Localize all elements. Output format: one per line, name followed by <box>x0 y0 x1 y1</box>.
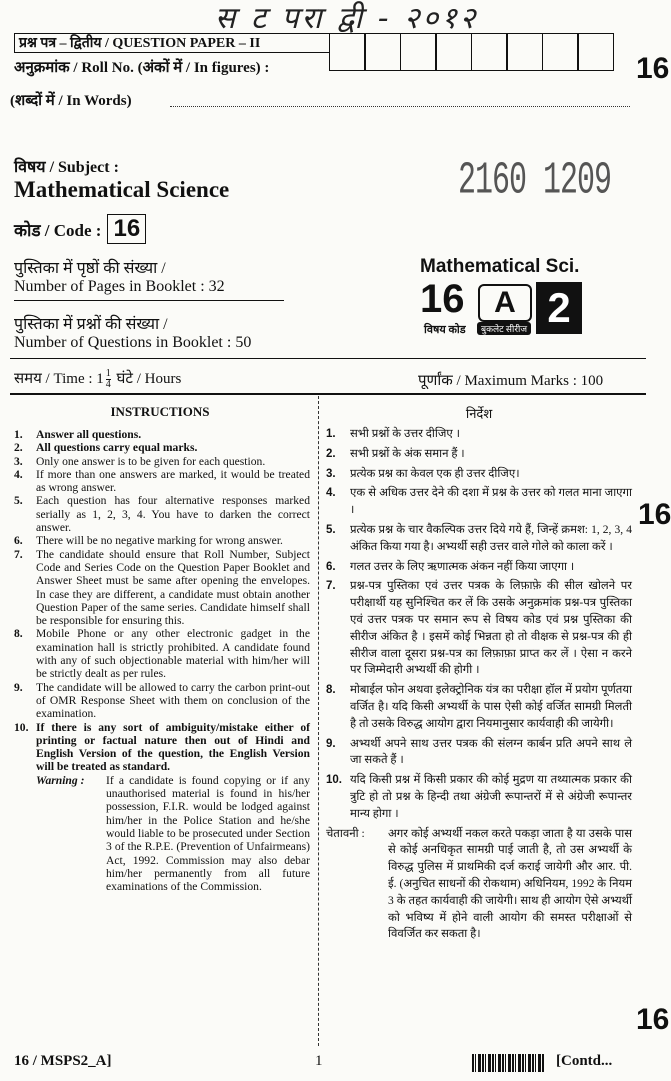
warning-block <box>36 774 310 894</box>
nirdesh-item <box>326 772 632 822</box>
nirdesh-text: गलत उत्तर के लिए ऋणात्मक अंकन नहीं किया जाएगा । <box>350 560 575 573</box>
divider <box>10 393 646 395</box>
stamp-subject-code: 16 <box>420 277 465 321</box>
fraction-denominator: 4 <box>105 379 111 391</box>
stamp-code-label: विषय कोड <box>424 324 466 336</box>
divider <box>10 358 646 359</box>
code-row <box>14 214 146 244</box>
nirdesh-text: प्रत्येक प्रश्न के चार वैकल्पिक उत्तर दिये गये हैं, जिन्हें क्रमश: 1, 2, 3, 4 अंकित किया गया है। अभ्यर्थी सही उत्तर वाले गोले को काला करें । <box>350 523 632 553</box>
nirdesh-number: 7. <box>326 580 336 593</box>
nirdesh-number: 6. <box>326 560 336 573</box>
nirdesh-item <box>326 466 632 483</box>
instruction-item <box>14 534 310 547</box>
nirdesh-text: सभी प्रश्नों के उत्तर दीजिए । <box>350 428 460 440</box>
instruction-number: 2. <box>14 441 23 455</box>
stamp-series-label: बुकलेट सीरीज <box>477 322 531 335</box>
roll-digit-box[interactable] <box>435 33 472 71</box>
nirdesh-number: 9. <box>326 737 336 750</box>
continued-label: [Contd... <box>556 1053 613 1069</box>
instruction-number: 4. <box>14 467 23 481</box>
nirdesh-text: यदि किसी प्रश्न में किसी प्रकार की कोई मुद्रण या तथ्यात्मक प्रकार की त्रुटि हो तो प्रश्न के हिन्दी तथा अंग्रेजी रूपान्तरों में से अंग्रेजी रूपान्तर मान्य होगा । <box>350 774 632 820</box>
roll-words-field[interactable] <box>170 106 630 107</box>
nirdesh-number: 8. <box>326 684 336 697</box>
nirdesh-item <box>326 578 632 679</box>
instruction-text: Answer all questions. <box>36 428 142 441</box>
roll-digit-box[interactable] <box>329 33 366 71</box>
instruction-number: 10. <box>14 720 29 734</box>
instruction-number: 6. <box>14 534 23 548</box>
instruction-item <box>14 681 310 721</box>
pages-english: Number of Pages in Booklet : 32 <box>14 278 225 295</box>
roll-number-label: अनुक्रमांक / Roll No. (अंकों में / In figures) : <box>14 60 270 76</box>
instruction-item <box>14 494 310 534</box>
questions-hindi: पुस्तिका में प्रश्नों की संख्या / <box>14 316 168 333</box>
edge-number: 16 <box>638 498 671 531</box>
roll-words-label: (शब्दों में / In Words) <box>10 93 132 109</box>
instruction-text: All questions carry equal marks. <box>36 441 198 455</box>
nirdesh-item <box>326 559 632 576</box>
instruction-text: If there is any sort of ambiguity/mistake either of printing or factual nature then out of Hindi and English Version of the question, the English Version will be treated as standard. <box>36 720 310 774</box>
nirdesh-number: 4. <box>326 487 336 500</box>
paper-label: प्रश्न पत्र – द्वितीय / QUESTION PAPER – II <box>14 33 330 53</box>
nirdesh-item <box>326 522 632 556</box>
warning-label: Warning : <box>36 773 85 787</box>
roll-digit-box[interactable] <box>471 33 508 71</box>
time-fraction <box>106 369 111 390</box>
chetavani-block <box>326 826 632 944</box>
nirdesh-text: मोबाईल फोन अथवा इलेक्ट्रोनिक यंत्र का परीक्षा हॉल में प्रयोग पूर्णतया वर्जित है। यदि किसी अभ्यर्थी के पास ऐसी कोई वर्जित सामग्री मिलती है तो उसके विरुद्ध आयोग द्वारा नियमानुसार कार्यवाही की जायेगी। <box>350 684 632 730</box>
subject-title: Mathematical Science <box>14 177 230 202</box>
instruction-number: 8. <box>14 627 23 641</box>
stamp-paper-number: 2 <box>536 282 582 334</box>
stamp-title: Mathematical Sci. <box>420 256 580 277</box>
nirdesh-item <box>326 736 632 770</box>
instruction-number: 3. <box>14 454 23 468</box>
code-label: कोड / Code : <box>14 220 102 240</box>
edge-number: 16 <box>636 52 670 85</box>
instructions-title: INSTRUCTIONS <box>110 404 210 419</box>
roll-digit-box[interactable] <box>577 33 614 71</box>
instruction-number: 7. <box>14 547 23 561</box>
nirdesh-text: एक से अधिक उत्तर देने की दशा में प्रश्न के उत्तर को गलत माना जाएगा । <box>350 487 632 517</box>
questions-english: Number of Questions in Booklet : 50 <box>14 334 252 351</box>
instruction-text: Only one answer is to be given for each question. <box>36 454 266 468</box>
instruction-item <box>14 455 310 468</box>
divider <box>14 300 284 301</box>
handwritten-note: स ट परा द्वी - २०१२ <box>215 1 479 36</box>
serial-number: 2160 1209 <box>458 156 612 208</box>
instruction-text: Mobile Phone or any other electronic gadget in the examination hall is strictly prohibited. A candidate found with any of such objectionable material with him/her will be strictly dealt as per rules. <box>36 627 310 681</box>
barcode <box>472 1054 544 1072</box>
nirdesh-number: 2. <box>326 447 336 460</box>
pages-hindi: पुस्तिका में पृष्ठों की संख्या / <box>14 260 166 277</box>
instruction-item <box>14 548 310 628</box>
instruction-item <box>14 441 310 454</box>
instructions-english <box>14 428 310 893</box>
instruction-text: Each question has four alternative responses marked serially as 1, 2, 3, 4. You have to darken the correct answer. <box>36 494 310 535</box>
roll-number-grid[interactable] <box>330 33 614 71</box>
instruction-text: The candidate should ensure that Roll Number, Subject Code and Series Code on the Question Paper Booklet and Answer Sheet must be same after opening the envelopes. In case they are different, a candidate must obtain another Question Paper of the same series. Candidate himself shall be responsible for ensuring this. <box>36 547 310 628</box>
instruction-text: If more than one answers are marked, it would be treated as wrong answer. <box>36 467 310 495</box>
instruction-item <box>14 428 310 441</box>
nirdesh-item <box>326 485 632 519</box>
fraction-numerator: 1 <box>105 368 111 380</box>
nirdesh-item <box>326 446 632 463</box>
instruction-item <box>14 468 310 495</box>
instruction-text: The candidate will be allowed to carry the carbon print-out of OMR Response Sheet with them on conclusion of the examination. <box>36 680 310 721</box>
instruction-item <box>14 627 310 680</box>
nirdesh-number: 10. <box>326 774 342 787</box>
nirdesh-text: सभी प्रश्नों के अंक समान हैं । <box>350 447 465 460</box>
instruction-number: 1. <box>14 428 23 441</box>
time-label <box>14 368 181 390</box>
instruction-text: There will be no negative marking for wrong answer. <box>36 534 283 548</box>
nirdesh-text: प्रत्येक प्रश्न का केवल एक ही उत्तर दीजिए। <box>350 467 520 480</box>
nirdesh-number: 3. <box>326 467 336 480</box>
page-number: 1 <box>315 1053 323 1069</box>
chetavani-text: अगर कोई अभ्यर्थी नकल करते पकड़ा जाता है या उसके पास से कोई अनधिकृत सामग्री पाई जाती है, तो उस अभ्यर्थी के विरुद्ध पुलिस में प्राथमिकी दर्ज कराई जायेगी और आर. पी. ई. (अनुचित साधनों की रोकथाम) अधिनियम, 1992 के नियम 3 के तहत कार्यवाही की जायेगी। साथ ही आयोग ऐसे अभ्यर्थी को भविष्य में होने वाली आयोग की समस्त परीक्षाओं से विवर्जित कर सकता है। <box>388 827 632 941</box>
maximum-marks: पूर्णांक / Maximum Marks : 100 <box>418 373 604 389</box>
subject-label: विषय / Subject : <box>14 159 119 176</box>
nirdesh-text: प्रश्न-पत्र पुस्तिका एवं उत्तर पत्रक के लिफ़ाफ़े की सील खोलने पर परीक्षार्थी यह सुनिश्चित कर लें कि उसके अनुक्रमांक प्रश्न-पत्र पुस्तिका एवं उत्तर पत्रक पर समान रूप से विषय कोड एवं प्रश्न पुस्तिका की सीरीज अंकित है । इसमें कोई भिन्नता हो तो वीक्षक से प्रश्न-पत्र की ही सीरीज वाला दूसरा प्रश्न-पत्र का लिफ़ाफ़ा प्राप्त कर लें । ऐसा न करने पर जिम्मेदारी अभ्यर्थी की होगी । <box>350 580 632 677</box>
warning-text: If a candidate is found copying or if any unauthorised material is found in his/her possession, F.I.R. would be lodged against him/her in the Police Station and he/she would liable to be prosecuted under Section 3 of the R.P.E. (Prevention of Unfairmeans) Act, 1992. Commission may also debar him/her permanently from all future examinations of the Commission. <box>106 773 310 894</box>
code-box: 16 <box>107 214 146 244</box>
roll-digit-box[interactable] <box>542 33 579 71</box>
roll-digit-box[interactable] <box>506 33 543 71</box>
edge-number: 16 <box>636 1003 670 1036</box>
nirdesh-item <box>326 426 632 443</box>
booklet-code: 16 / MSPS2_A] <box>14 1053 112 1069</box>
nirdesh-title: निर्देश <box>465 406 493 421</box>
time-suffix: घंटे / Hours <box>112 371 182 387</box>
chetavani-label: चेतावनी : <box>326 827 365 840</box>
instruction-item <box>14 721 310 774</box>
instructions-hindi <box>326 426 632 943</box>
stamp-series: A <box>478 284 532 322</box>
instruction-number: 9. <box>14 680 23 694</box>
time-prefix: समय / Time : 1 <box>14 371 104 387</box>
column-divider <box>318 396 319 1046</box>
roll-digit-box[interactable] <box>400 33 437 71</box>
nirdesh-number: 1. <box>326 428 336 440</box>
nirdesh-number: 5. <box>326 523 336 536</box>
nirdesh-item <box>326 682 632 732</box>
nirdesh-text: अभ्यर्थी अपने साथ उत्तर पत्रक की संलग्न कार्बन प्रति अपने साथ ले जा सकते हैं । <box>350 737 632 767</box>
instruction-number: 5. <box>14 494 23 508</box>
roll-digit-box[interactable] <box>364 33 401 71</box>
